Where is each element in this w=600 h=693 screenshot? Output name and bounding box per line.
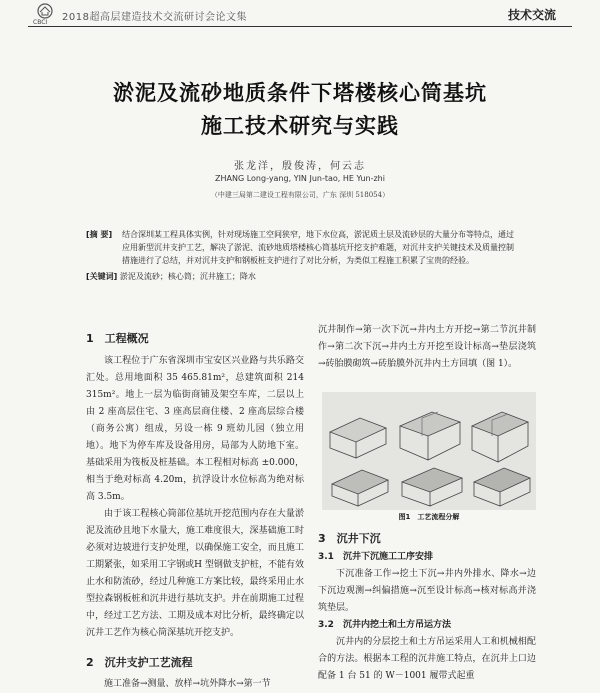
section-2-heading: 2 沉井支护工艺流程	[86, 656, 193, 669]
keywords-row	[86, 270, 516, 283]
abstract-label: [摘 要]	[86, 230, 113, 239]
paper-title-line2: 施工技术研究与实践	[201, 113, 399, 138]
section-3-2-heading: 3.2 沉井内挖土和土方吊运方法	[318, 620, 451, 630]
abstract-text: 结合深圳某工程具体实例，针对现场施工空间狭窄，地下水位高，淤泥质土层及流砂层的大量分布等特点，通过应用新型沉井支护工艺，解决了淤泥、流砂地质塔楼核心筒基坑开挖支护难题，对沉井支护关键技术及质量控制措施进行了总结，并对沉井支护和钢板桩支护进行了对比分析，为类似工程施工积累了宝贵的经验。	[122, 230, 514, 265]
abstract-block	[86, 228, 516, 283]
keywords-text: 淤泥及流砂；核心筒；沉井施工；降水	[119, 272, 256, 281]
authors-en: ZHANG Long-yang, YIN Jun-tao, HE Yun-zhi	[215, 174, 385, 183]
process-figure	[322, 392, 536, 510]
section-1-paragraph-1: 该工程位于广东省深圳市宝安区兴业路与共乐路交汇处。总用地面积 35 465.81m²，总建筑面积 214 315m²。地上一层为临街商铺及架空车库，二层以上由 2 座高层住宅、3 座高层商住楼、2 座高层综合楼（商务公寓）组成，另设一栋 9 班幼儿园（独立用地）。地下为停车库及设备用房，局部为人防地下室。基础采用为筏板及桩基础。本工程相对标高 ±0.000，相当于绝对标高 4.20m，抗浮设计水位标高为绝对标高 3.5m。	[86, 356, 304, 502]
section-1-heading: 1 工程概况	[86, 332, 149, 345]
header-rule	[28, 26, 572, 27]
affiliation: （中建三局第二建设工程有限公司，广东 深圳 518054）	[210, 191, 390, 199]
logo-text: CBCI	[33, 19, 48, 26]
right-column-top	[318, 322, 536, 373]
right-column-bottom	[318, 530, 536, 685]
figure-caption: 图1 工艺流程分解	[398, 513, 460, 521]
authors-cn: 张龙洋，殷俊涛，何云志	[234, 161, 366, 172]
section-3-1-heading: 3.1 沉井下沉施工工序安排	[318, 552, 433, 562]
section-3-2-paragraph: 沉井内的分层挖土和土方吊运采用人工和机械相配合的方法。根据本工程的沉井施工特点，在沉井上口边配备 1 台 51 的 W－1001 履带式起重	[318, 637, 536, 681]
section-tag: 技术交流	[507, 8, 556, 22]
section-3-1-paragraph: 下沉准备工作→挖土下沉→井内外排水、降水→边下沉边观测→纠偏措施→沉至设计标高→核对标高并浇筑垫层。	[318, 569, 536, 613]
paper-title-line1: 淤泥及流砂地质条件下塔楼核心筒基坑	[113, 80, 487, 105]
section-3-heading: 3 沉井下沉	[318, 532, 381, 545]
page-header	[0, 0, 600, 26]
process-flow-text: 沉井制作→第一次下沉→井内土方开挖→第二节沉井制作→第二次下沉→井内土方开挖至设计标高→垫层浇筑→砖胎膜砌筑→砖胎膜外沉井内土方回填（图 1）。	[318, 325, 536, 369]
left-column	[86, 330, 304, 693]
keywords-label: [关键词]	[86, 272, 118, 281]
journal-title: 2018超高层建造技术交流研讨会论文集	[62, 12, 247, 23]
section-2-paragraph-1: 施工准备→测量、放样→坑外降水→第一节	[104, 679, 271, 689]
section-1-paragraph-2: 由于该工程核心筒部位基坑开挖范围内存在大量淤泥及流砂且地下水量大，施工难度很大，深基础施工时必须对边坡进行支护处理，以确保施工安全，而且施工工期紧张，如采用工字钢或H 型钢做支护桩，不能有效止水和防流砂，经过几种施工方案比较，最终采用止水型拉森钢板桩和沉井进行基坑支护。并在前期施工过程中，经过工艺方法、工期及成本对比分析，最终确定以沉井工艺作为核心筒深基坑开挖支护。	[86, 509, 304, 638]
